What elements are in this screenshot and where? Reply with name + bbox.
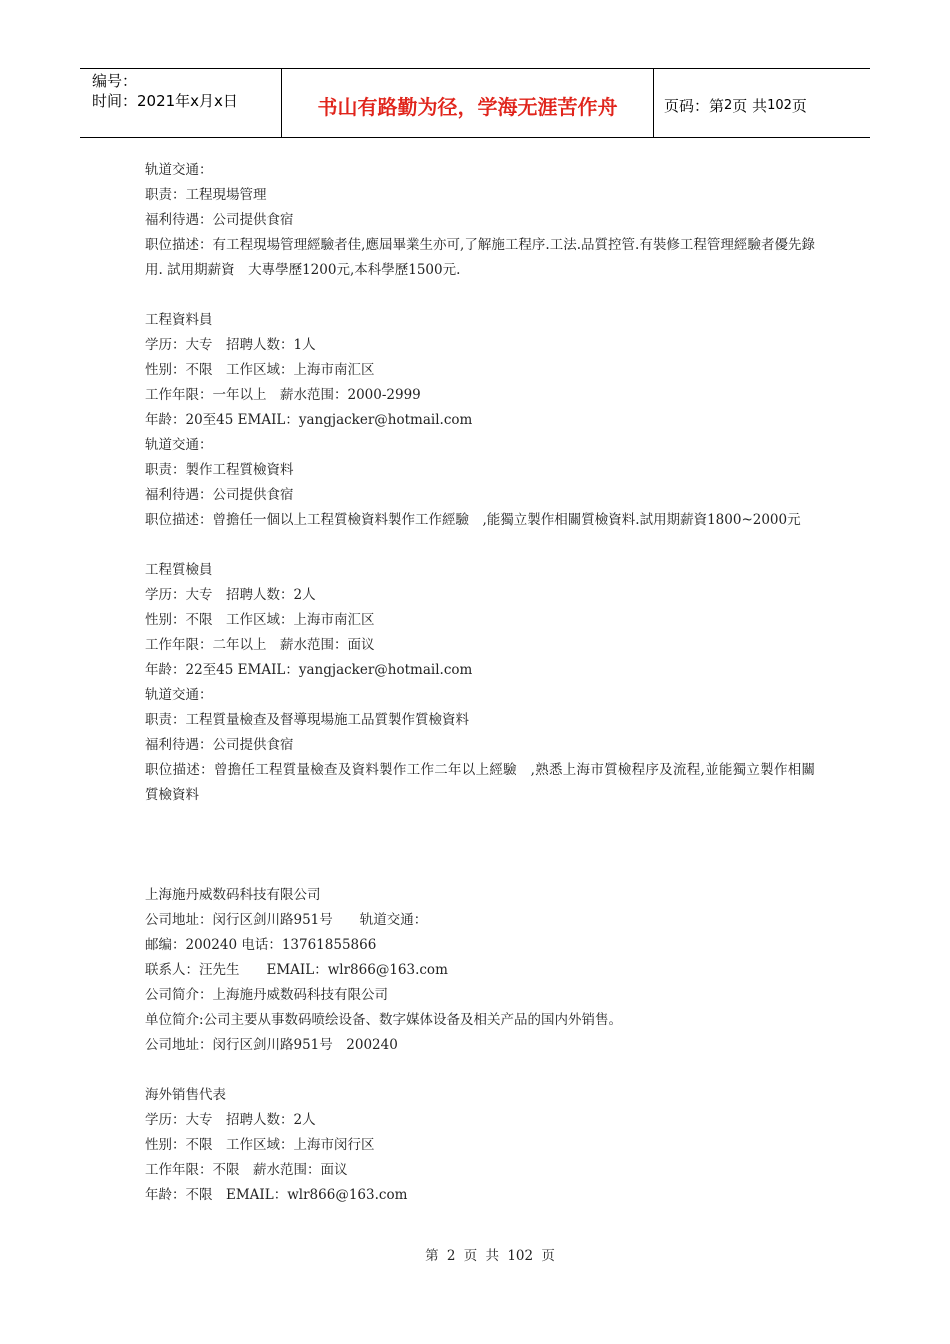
- page-footer: [0, 1244, 950, 1264]
- header-page-info: [654, 69, 870, 137]
- job-benefit: 福利待遇：公司提供食宿: [145, 212, 294, 228]
- footer-suffix: 页: [541, 1248, 555, 1264]
- job-block-1: [145, 158, 815, 283]
- job-education: 学历：大专 招聘人数：2人: [145, 587, 316, 603]
- company-address-2: 公司地址：闵行区剑川路951号 200240: [145, 1037, 398, 1053]
- job-age-email: 年龄：22至45 EMAIL：yangjacker@hotmail.com: [145, 662, 473, 678]
- job-gender-area: 性别：不限 工作区域：上海市南汇区: [145, 362, 375, 378]
- page-end: 页: [791, 96, 807, 115]
- job-education: 学历：大专 招聘人数：2人: [145, 1112, 316, 1128]
- page-total: 102: [767, 97, 792, 113]
- job-years-salary: 工作年限：二年以上 薪水范围：面议: [145, 637, 375, 653]
- company-address: 公司地址：闵行区剑川路951号 轨道交通：: [145, 912, 428, 928]
- job-benefit: 福利待遇：公司提供食宿: [145, 737, 294, 753]
- job-duty: 职责：製作工程質檢資料: [145, 462, 294, 478]
- job-benefit: 福利待遇：公司提供食宿: [145, 487, 294, 503]
- job-duty: 职责：工程現場管理: [145, 187, 267, 203]
- page-label: 页码：第: [664, 96, 725, 115]
- job-gender-area: 性别：不限 工作区域：上海市南汇区: [145, 612, 375, 628]
- job-age-email: 年龄：不限 EMAIL：wlr866@163.com: [145, 1187, 408, 1203]
- company-unit-intro: 单位简介:公司主要从事数码喷绘设备、数字媒体设备及相关产品的国内外销售。: [145, 1012, 623, 1028]
- job-title: 工程質檢員: [145, 562, 213, 578]
- job-years-salary: 工作年限：不限 薪水范围：面议: [145, 1162, 348, 1178]
- footer-mid-1: 页: [463, 1248, 478, 1264]
- job-block-4: [145, 1083, 815, 1208]
- job-title: 海外销售代表: [145, 1087, 226, 1103]
- document-time-label: 时间：2021年x月x日: [92, 92, 238, 110]
- job-years-salary: 工作年限：一年以上 薪水范围：2000-2999: [145, 387, 421, 403]
- job-block-3: [145, 558, 815, 808]
- page-mid: 页 共: [732, 96, 768, 115]
- job-description: 职位描述：有工程現場管理經驗者佳,應屆畢業生亦可,了解施工程序.工法.品質控管.有裝修工程管理經驗者優先錄用. 試用期薪資 大專學歷1200元,本科學歷1500元.: [145, 237, 815, 278]
- company-postal-phone: 邮编：200240 电话：13761855866: [145, 937, 377, 953]
- job-gender-area: 性别：不限 工作区域：上海市闵行区: [145, 1137, 375, 1153]
- job-age-email: 年龄：20至45 EMAIL：yangjacker@hotmail.com: [145, 412, 473, 428]
- company-block: [145, 883, 815, 1058]
- job-description: 职位描述：曾擔任工程質量檢查及資料製作工作二年以上經驗 ,熟悉上海市質檢程序及流程,並能獨立製作相關質檢資料: [145, 762, 815, 803]
- document-number-label: 编号：: [92, 72, 138, 90]
- company-intro: 公司简介：上海施丹威数码科技有限公司: [145, 987, 388, 1003]
- page-header: [80, 68, 870, 138]
- footer-page-current: 2: [446, 1248, 456, 1264]
- footer-prefix: 第: [425, 1248, 439, 1264]
- job-title: 工程資料員: [145, 312, 213, 328]
- footer-mid-2: 共: [485, 1248, 500, 1264]
- header-motto: 书山有路勤为径，学海无涯苦作舟: [282, 69, 654, 137]
- company-contact: 联系人：汪先生 EMAIL：wlr866@163.com: [145, 962, 448, 978]
- document-body: [145, 158, 815, 1208]
- job-duty: 职责：工程質量檢查及督導現場施工品質製作質檢資料: [145, 712, 469, 728]
- job-description: 职位描述：曾擔任一個以上工程質檢資料製作工作經驗 ,能獨立製作相關質檢資料.試用期薪資1800~2000元: [145, 512, 801, 528]
- job-transport: 轨道交通：: [145, 437, 213, 453]
- company-name: 上海施丹威数码科技有限公司: [145, 887, 321, 903]
- job-transport: 轨道交通：: [145, 687, 213, 703]
- page-current: 2: [724, 97, 733, 113]
- job-transport: 轨道交通：: [145, 162, 213, 178]
- job-block-2: [145, 308, 815, 533]
- footer-page-total: 102: [507, 1248, 534, 1264]
- job-education: 学历：大专 招聘人数：1人: [145, 337, 316, 353]
- header-meta: [80, 69, 282, 137]
